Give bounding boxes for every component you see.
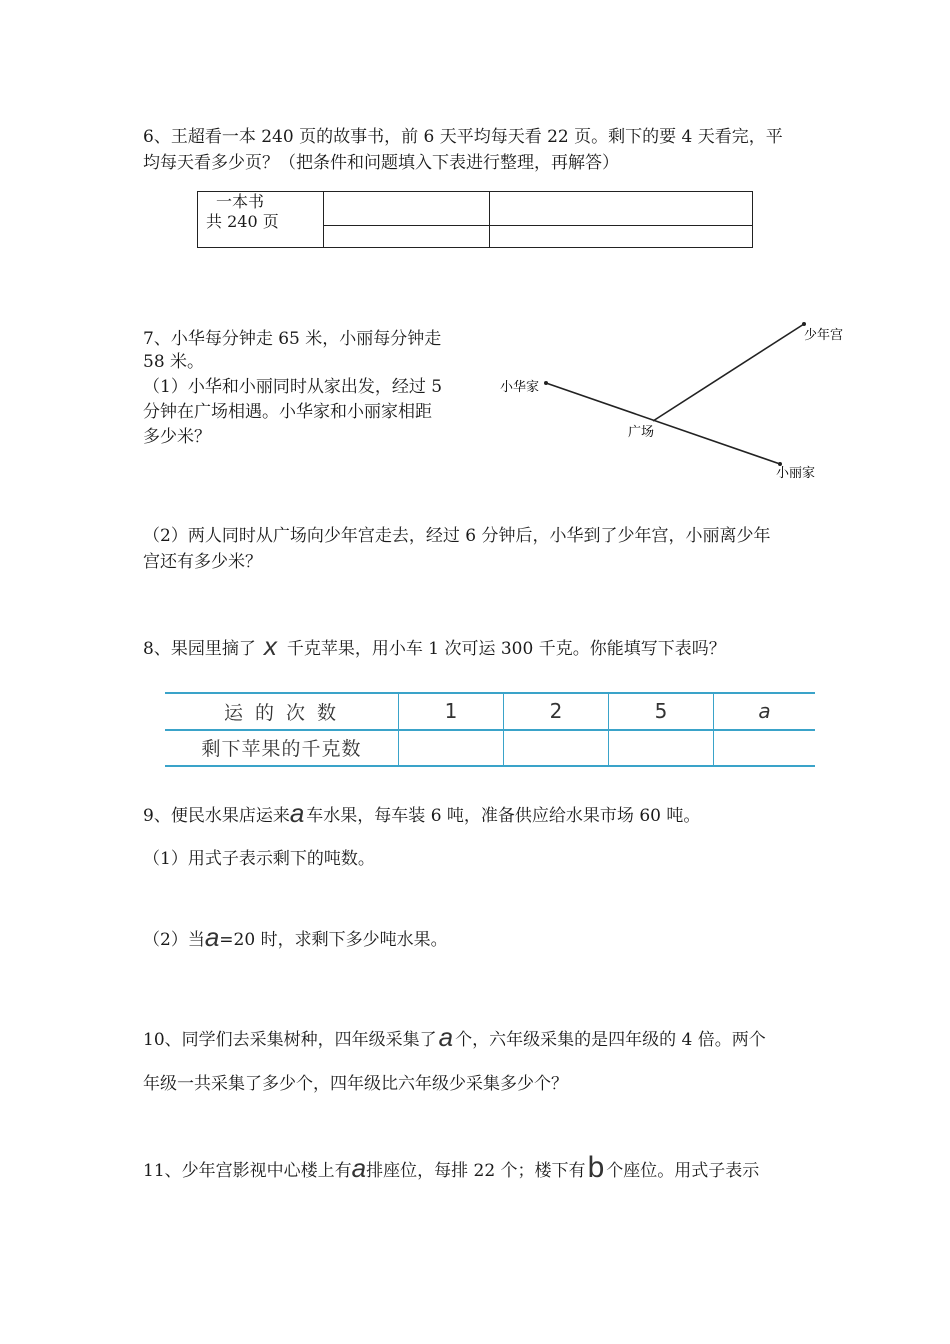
route-square-to-youth-palace — [653, 324, 804, 421]
q11-text-mid: 排座位，每排 22 个；楼下有 — [366, 1161, 586, 1181]
q6-line2: 均每天看多少页？（把条件和问题填入下表进行整理，再解答） — [143, 153, 619, 173]
q6-table-cell[interactable] — [324, 226, 490, 248]
label-xiaoli-home: 小丽家 — [776, 466, 816, 481]
variable-a: a — [204, 922, 220, 952]
q8-row2-label: 剩下苹果的千克数 — [165, 730, 399, 767]
q8-text-after: 千克苹果，用小车 1 次可运 300 千克。你能填写下表吗？ — [286, 639, 726, 659]
q6-table-cell[interactable] — [490, 226, 753, 248]
q10-text-before: 10、同学们去采集树种，四年级采集了 — [143, 1030, 437, 1050]
q9-text-after: 车水果，每车装 6 吨，准备供应给水果市场 60 吨。 — [306, 806, 701, 826]
q8-table — [165, 692, 815, 767]
variable-a: a — [438, 1022, 454, 1052]
q10-line2: 年级一共采集了多少个，四年级比六年级少采集多少个？ — [143, 1074, 568, 1094]
q11-text-before: 11、少年宫影视中心楼上有 — [143, 1161, 352, 1181]
q8-question — [143, 631, 726, 662]
label-square: 广场 — [628, 425, 655, 440]
q6-table-label-cell — [198, 192, 324, 248]
variable-x: x — [263, 631, 277, 661]
q9-part2 — [143, 922, 448, 953]
q7-line5: 多少米？ — [143, 427, 211, 447]
variable-b: b — [587, 1151, 605, 1184]
q6-table-label-line2: 共 240 页 — [206, 212, 279, 231]
q10-line1 — [143, 1022, 766, 1053]
q9-part1: （1）用式子表示剩下的吨数。 — [143, 849, 375, 869]
variable-a: a — [289, 798, 305, 828]
q7-line2: 58 米。 — [143, 352, 205, 372]
label-youth-palace: 少年宫 — [804, 328, 844, 343]
q9-question — [143, 798, 701, 829]
route-xiaohua-to-xiaoli — [546, 383, 780, 464]
q7-part2-line2: 宫还有多少米？ — [143, 552, 262, 572]
q10-text-after: 个，六年级采集的是四年级的 4 倍。两个 — [455, 1030, 766, 1050]
q7-part2-line1: （2）两人同时从广场向少年宫走去，经过 6 分钟后，小华到了少年宫，小丽离少年 — [143, 526, 771, 546]
q8-column-header: 1 — [399, 693, 504, 730]
variable-a: a — [351, 1153, 367, 1183]
q9-text-before: 9、便民水果店运来 — [143, 806, 290, 826]
q8-answer-cell[interactable] — [609, 730, 714, 767]
q6-table-cell[interactable] — [324, 192, 490, 226]
q11-line1 — [143, 1151, 760, 1184]
q7-route-map — [490, 315, 860, 490]
q8-column-header: 5 — [609, 693, 714, 730]
q7-line3: （1）小华和小丽同时从家出发，经过 5 — [143, 377, 443, 397]
q8-column-header: 2 — [504, 693, 609, 730]
youth-palace-point — [802, 322, 806, 326]
q9-part2-before: （2）当 — [143, 930, 205, 950]
q8-answer-cell[interactable] — [399, 730, 504, 767]
q6-table-cell[interactable] — [490, 192, 753, 226]
q8-answer-cell[interactable] — [504, 730, 609, 767]
q8-column-header: a — [714, 693, 816, 730]
q7-line4: 分钟在广场相遇。小华家和小丽家相距 — [143, 402, 432, 422]
xiaohua-home-point — [544, 381, 548, 385]
label-xiaohua-home: 小华家 — [500, 380, 540, 395]
q6-table-label-line1: 一本书 — [216, 192, 265, 211]
q9-part2-after: =20 时，求剩下多少吨水果。 — [219, 930, 448, 950]
q6-line1: 6、王超看一本 240 页的故事书，前 6 天平均每天看 22 页。剩下的要 4 天看完，平 — [143, 127, 783, 147]
q6-table — [197, 191, 753, 248]
q8-row1-label: 运 的 次 数 — [165, 693, 399, 730]
q8-text-before: 8、果园里摘了 — [143, 639, 256, 659]
q11-text-after: 个座位。用式子表示 — [606, 1161, 760, 1181]
q8-answer-cell[interactable] — [714, 730, 816, 767]
q7-line1: 7、小华每分钟走 65 米，小丽每分钟走 — [143, 329, 442, 349]
